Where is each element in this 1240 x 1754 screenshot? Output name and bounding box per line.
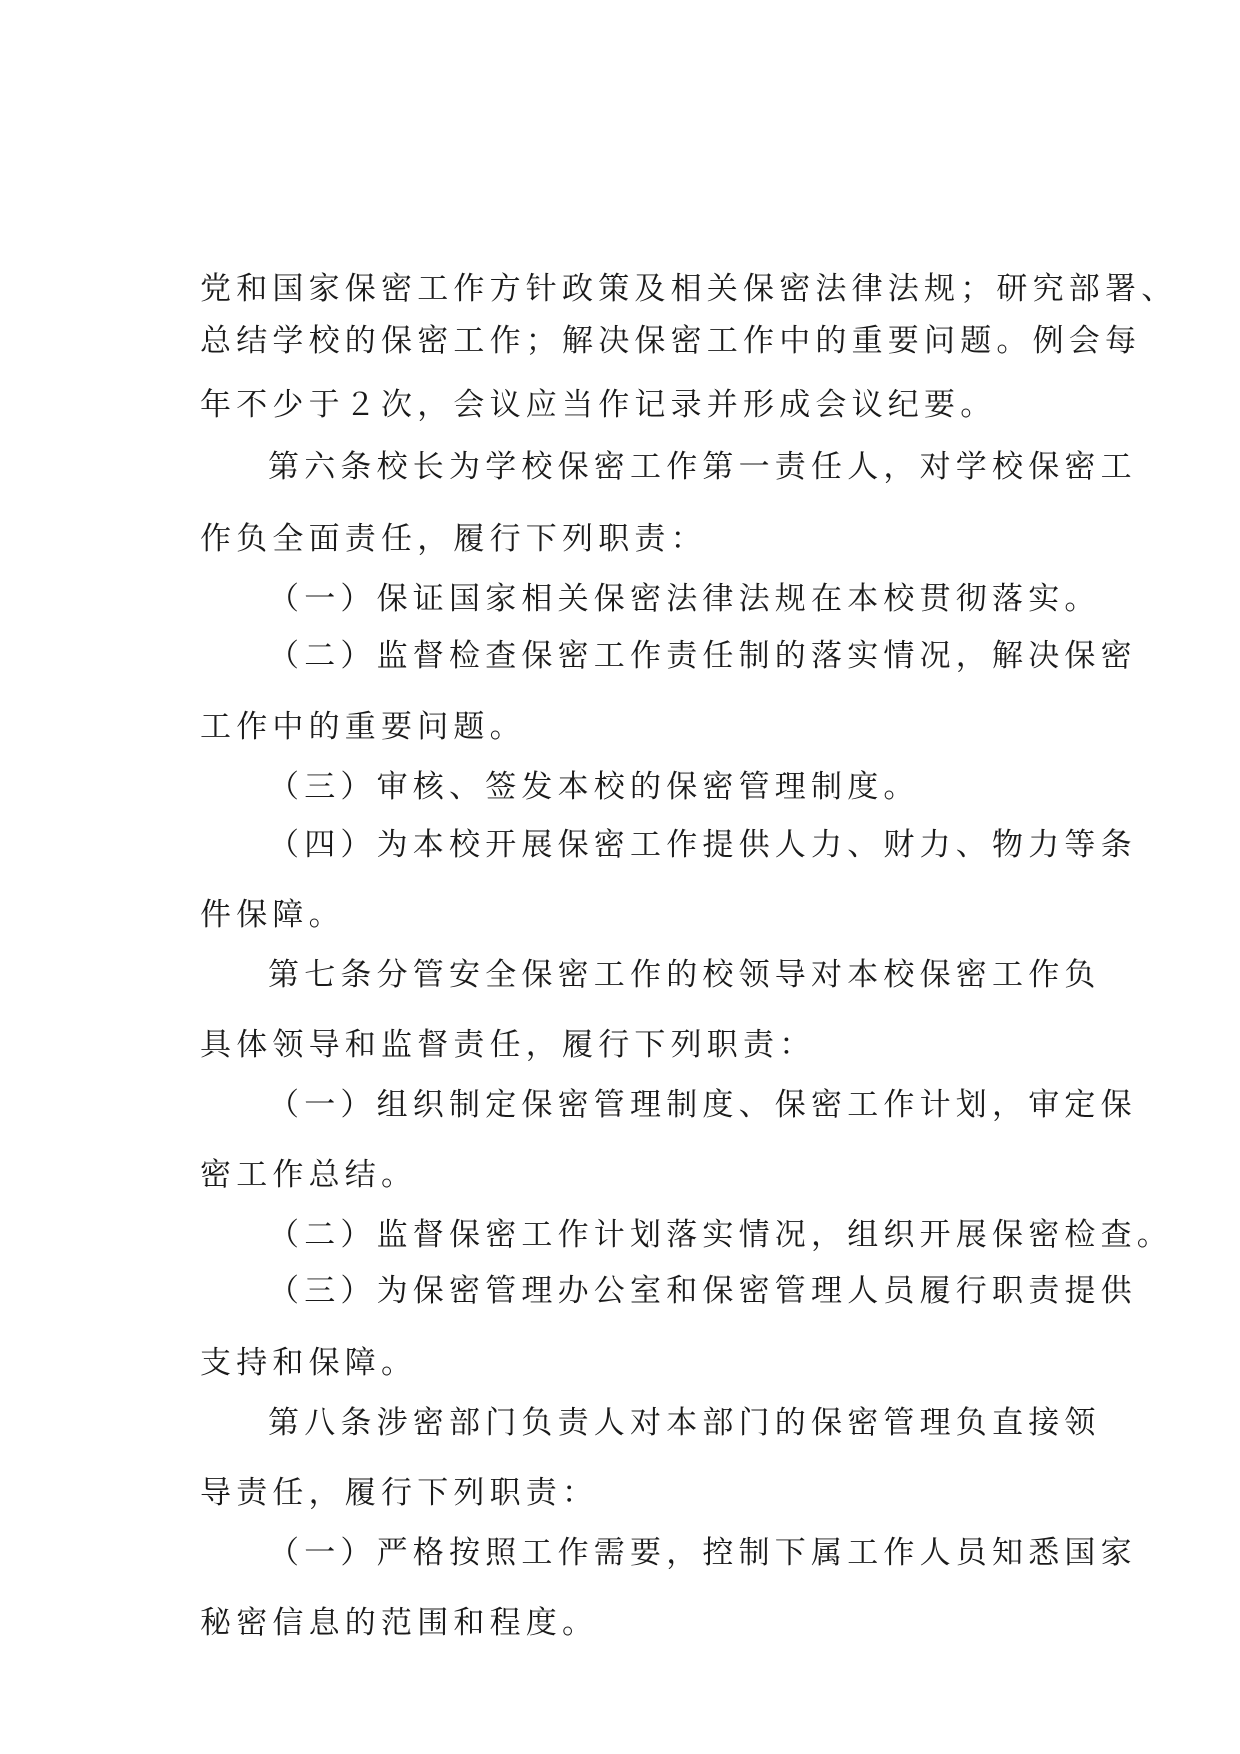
list-item: （三）为保密管理办公室和保密管理人员履行职责提供 xyxy=(268,1273,1137,1309)
text-line: 具体领导和监督责任，履行下列职责： xyxy=(200,1027,816,1063)
text-line: 工作中的重要问题。 xyxy=(200,709,526,745)
text-line: 总结学校的保密工作；解决保密工作中的重要问题。例会每 xyxy=(200,323,1142,359)
article-8-heading: 第八条涉密部门负责人对本部门的保密管理负直接领 xyxy=(268,1405,1101,1441)
text-line: 密工作总结。 xyxy=(200,1157,418,1193)
text-line: 导责任，履行下列职责： xyxy=(200,1475,599,1511)
text-line: 年不少于２次，会议应当作记录并形成会议纪要。 xyxy=(200,387,997,423)
text-line: 支持和保障。 xyxy=(200,1345,418,1381)
article-7-heading: 第七条分管安全保密工作的校领导对本校保密工作负 xyxy=(268,957,1101,993)
list-item: （三）审核、签发本校的保密管理制度。 xyxy=(268,769,920,805)
list-item: （一）严格按照工作需要，控制下属工作人员知悉国家 xyxy=(268,1535,1137,1571)
text-line: 件保障。 xyxy=(200,897,345,933)
text-line: 秘密信息的范围和程度。 xyxy=(200,1605,599,1641)
list-item: （一）保证国家相关保密法律法规在本校贯彻落实。 xyxy=(268,581,1101,617)
list-item: （一）组织制定保密管理制度、保密工作计划，审定保 xyxy=(268,1087,1137,1123)
list-item: （二）监督检查保密工作责任制的落实情况，解决保密 xyxy=(268,638,1137,674)
text-line: 作负全面责任，履行下列职责： xyxy=(200,521,707,557)
list-item: （四）为本校开展保密工作提供人力、财力、物力等条 xyxy=(268,827,1137,863)
text-line: 党和国家保密工作方针政策及相关保密法律法规；研究部署、 xyxy=(200,271,1178,307)
article-6-heading: 第六条校长为学校保密工作第一责任人，对学校保密工 xyxy=(268,449,1137,485)
list-item: （二）监督保密工作计划落实情况，组织开展保密检查。 xyxy=(268,1217,1173,1253)
